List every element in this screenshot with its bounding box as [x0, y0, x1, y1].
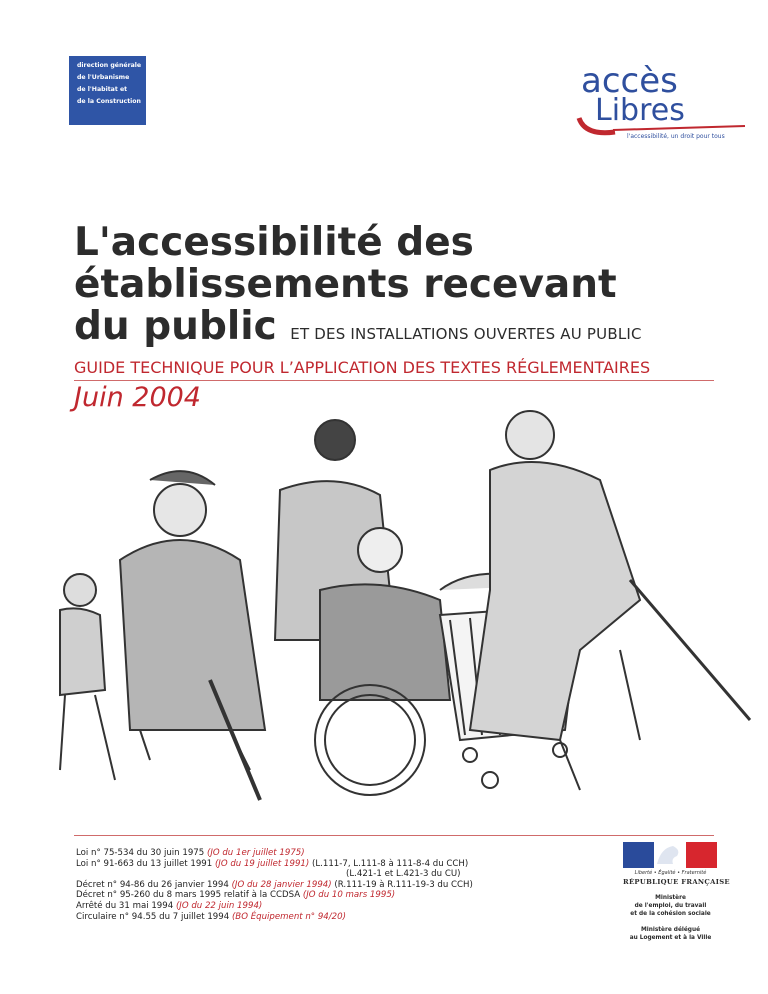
reference-line: Circulaire n° 94.55 du 7 juillet 1994 (BO Équipement n° 94/20)	[76, 911, 346, 922]
reference-line: Loi n° 75-534 du 30 juin 1975 (JO du 1er juillet 1975)	[76, 848, 305, 858]
title-line-3: du public ET DES INSTALLATIONS OUVERTES AU PUBLIC	[74, 304, 642, 349]
reference-line: Décret n° 94-86 du 26 janvier 1994 (JO du 28 janvier 1994) (R.111-19 à R.111-19-3 du CCH)	[76, 879, 473, 890]
agency-line: direction générale	[77, 62, 142, 69]
page-title	[74, 222, 642, 355]
blind-man-figure	[470, 411, 750, 790]
logo-word-libres: Libres	[595, 93, 685, 128]
title-line-2: établissements recevant	[74, 262, 617, 307]
divider	[74, 835, 714, 836]
agency-line: de la Construction	[77, 98, 141, 105]
logo-word-acces: accès	[581, 61, 678, 101]
agency-line: de l'Habitat et	[77, 86, 128, 93]
legal-references	[76, 848, 473, 922]
old-man-figure	[120, 471, 265, 800]
republic-name: RÉPUBLIQUE FRANÇAISE	[623, 878, 730, 886]
people-illustration	[20, 410, 760, 810]
republic-block	[623, 842, 730, 942]
agency-line: de l'Urbanisme	[77, 74, 130, 81]
title-line-1: L'accessibilité des	[74, 220, 474, 265]
agency-logo-block	[69, 56, 146, 125]
reference-line: Arrêté du 31 mai 1994 (JO du 22 juin 1994)	[76, 900, 263, 911]
ministry-housing: Ministère délégué au Logement et à la Ville	[629, 927, 712, 941]
acces-libres-logo	[575, 58, 750, 146]
publication-date: Juin 2004	[74, 382, 201, 413]
title-subtitle: ET DES INSTALLATIONS OUVERTES AU PUBLIC	[290, 325, 642, 343]
ministry-labour: Ministère de l'emploi, du travail et de la cohésion sociale	[630, 895, 711, 917]
reference-line: Loi n° 91-663 du 13 juillet 1991 (JO du 19 juillet 1991) (L.111-7, L.111-8 à 111-8-4 du CCH)	[76, 858, 469, 869]
reference-line: Décret n° 95-260 du 8 mars 1995 relatif à la CCDSA (JO du 10 mars 1995)	[76, 890, 396, 901]
guide-heading: GUIDE TECHNIQUE POUR L’APPLICATION DES TEXTES RÉGLEMENTAIRES	[74, 358, 651, 377]
marianne-flag-icon	[623, 842, 717, 868]
divider	[74, 380, 714, 381]
republic-motto: Liberté • Égalité • Fraternité	[634, 870, 707, 876]
reference-line: (L.421-1 et L.421-3 du CU)	[346, 869, 461, 880]
logo-tagline: l'accessibilité, un droit pour tous	[627, 133, 725, 140]
child-figure	[60, 574, 115, 780]
